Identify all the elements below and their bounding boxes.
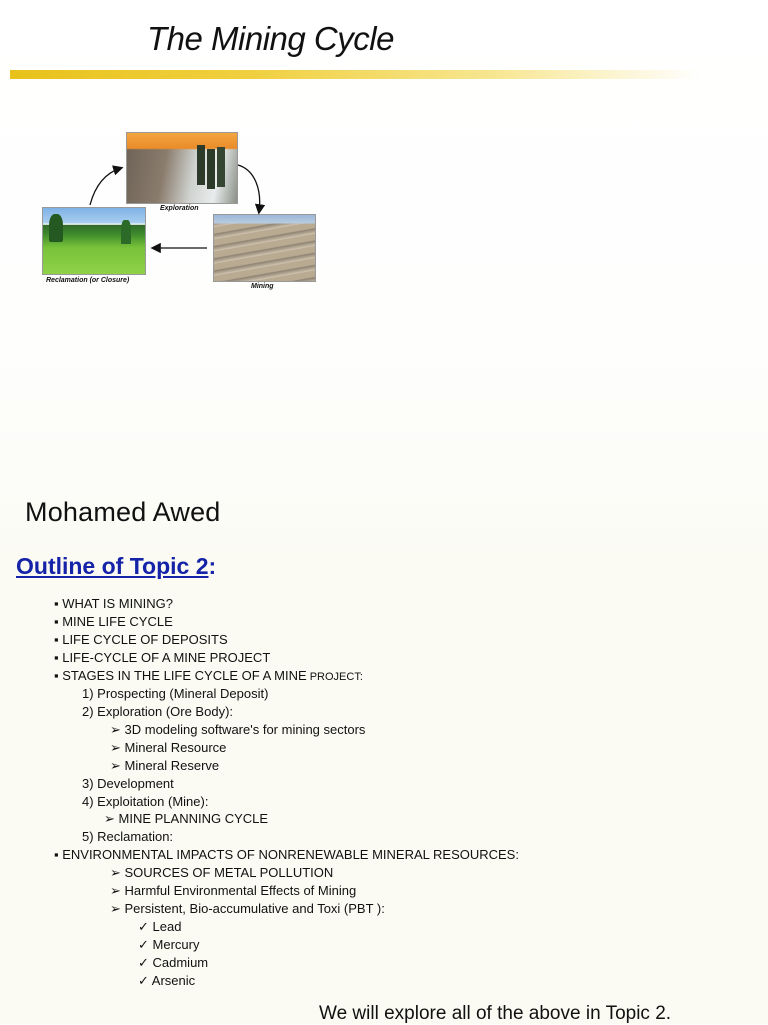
list-item: ✓ Arsenic [138, 973, 196, 988]
outline-title-colon: : [208, 553, 217, 579]
mining-caption: Mining [251, 283, 274, 290]
list-item: ▪ LIFE CYCLE OF DEPOSITS [54, 632, 228, 647]
list-item: ➢ SOURCES OF METAL POLLUTION [110, 865, 334, 880]
slide-title: The Mining Cycle [147, 20, 394, 57]
list-item-text: ▪ STAGES IN THE LIFE CYCLE OF A MINE [54, 668, 307, 683]
list-item: ✓ Lead [138, 919, 182, 934]
list-item: ▪ ENVIRONMENTAL IMPACTS OF NONRENEWABLE MINERAL RESOURCES: [54, 847, 519, 862]
list-item: ▪ WHAT IS MINING? [54, 596, 173, 611]
list-item: 2) Exploration (Ore Body): [82, 704, 234, 719]
list-item: ▪ LIFE-CYCLE OF A MINE PROJECT [54, 650, 271, 665]
outline-title-text: Outline of Topic 2 [16, 553, 209, 579]
list-item: ➢ Harmful Environmental Effects of Mining [110, 883, 357, 898]
list-item: ✓ Cadmium [138, 955, 209, 970]
list-item: ➢ Mineral Resource [110, 740, 227, 755]
list-item: ▪ MINE LIFE CYCLE [54, 614, 173, 629]
cycle-arrow-icon [90, 168, 121, 205]
list-item: 4) Exploitation (Mine): [82, 794, 209, 809]
list-item: 1) Prospecting (Mineral Deposit) [82, 686, 269, 701]
author-name: Mohamed Awed [25, 497, 221, 527]
list-item: ➢ Mineral Reserve [110, 758, 220, 773]
list-item: ➢ 3D modeling software's for mining sectors [110, 722, 366, 737]
slide-outline [0, 545, 768, 1024]
list-item: ✓ Mercury [138, 937, 200, 952]
outline-title [16, 553, 216, 580]
footer-note: We will explore all of the above in Topic 2. [319, 1003, 672, 1024]
cycle-arrow-icon [238, 165, 260, 212]
reclamation-caption: Reclamation (or Closure) [46, 277, 130, 284]
list-item: 3) Development [82, 776, 174, 791]
list-item: ➢ MINE PLANNING CYCLE [104, 811, 269, 826]
list-item-suffix: PROJECT: [306, 671, 363, 683]
list-item: ➢ Persistent, Bio-accumulative and Toxi (PBT ): [110, 901, 385, 916]
list-item [54, 668, 363, 683]
exploration-caption: Exploration [160, 205, 199, 212]
list-item: 5) Reclamation: [82, 829, 174, 844]
